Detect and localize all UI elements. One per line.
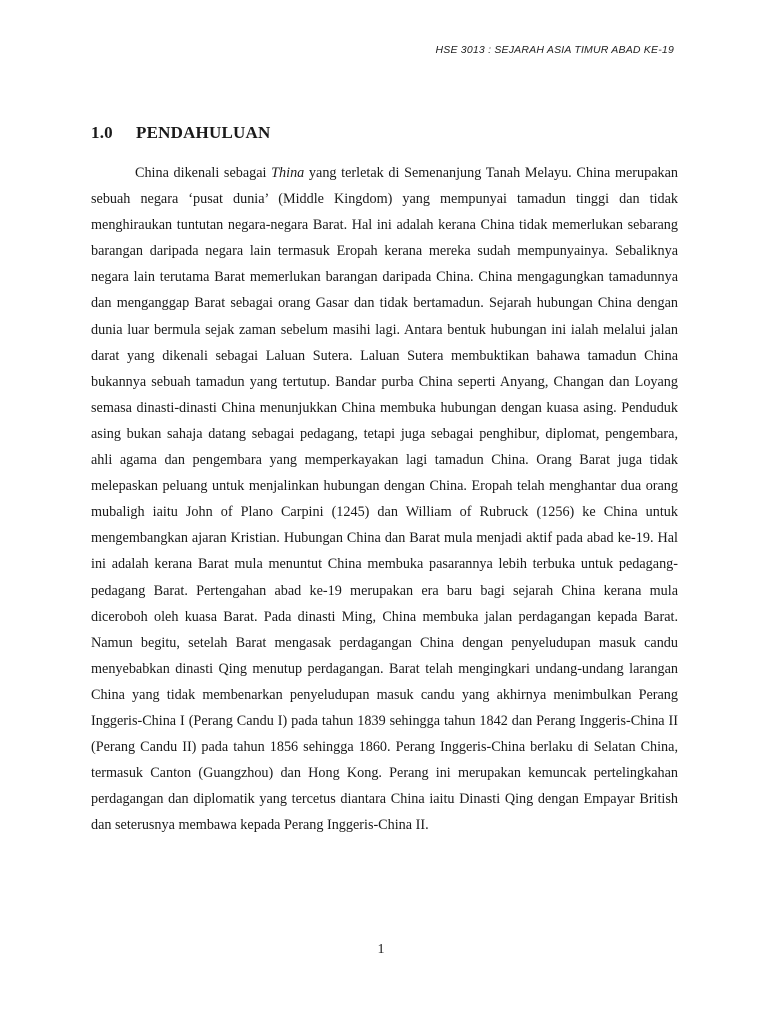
- page-number: 1: [377, 942, 385, 957]
- paragraph-text-rest: yang terletak di Semenanjung Tanah Melayu. China merupakan sebuah negara ‘pusat dunia’ (Middle Kingdom) yang mempunyai tamadun tinggi dan tidak menghiraukan tuntutan negara-negara Barat. Hal ini adalah kerana China tidak memerlukan sebarang barangan daripada negara lain termasuk Eropah kerana mereka sudah mempunyainya. Sebaliknya negara lain terutama Barat memerlukan barangan daripada China. China mengagungkan tamadunnya dan menganggap Barat sebagai orang Gasar dan tidak bertamadun. Sejarah hubungan China dengan dunia luar bermula sejak zaman sebelum masihi lagi. Antara bentuk hubungan ini ialah melalui jalan darat yang dikenali sebagai Laluan Sutera. Laluan Sutera membuktikan bahawa tamadun China bukannya sebuah tamadun yang tertutup. Bandar purba China seperti Anyang, Changan dan Loyang semasa dinasti-dinasti China menunjukkan China membuka hubungan dengan kuasa asing. Penduduk asing bukan sahaja datang sebagai pedagang, tetapi juga sebagai penghibur, diplomat, pengembara, ahli agama dan pengembara yang memperkayakan lagi tamadun China. Orang Barat juga tidak melepaskan peluang untuk menjalinkan hubungan dengan China. Eropah telah menghantar dua orang mubaligh iaitu John of Plano Carpini (1245) dan William of Rubruck (1256) ke China untuk mengembangkan ajaran Kristian. Hubungan China dan Barat mula menjadi aktif pada abad ke-19. Hal ini adalah kerana Barat mula menuntut China membuka pasarannya lebih terbuka untuk pedagang-pedagang Barat. Pertengahan abad ke-19 merupakan era baru bagi sejarah China kerana mula diceroboh oleh kuasa Barat. Pada dinasti Ming, China membuka jalan perdagangan kepada Barat. Namun begitu, setelah Barat mengasak perdagangan China dengan penyeludupan masuk candu menyebabkan dinasti Qing menutup perdagangan. Barat telah mengingkari undang-undang larangan China yang tidak membenarkan penyeludupan masuk candu yang akhirnya menimbulkan Perang Inggeris-China I (Perang Candu I) pada tahun 1839 sehingga tahun 1842 dan Perang Inggeris-China II (Perang Candu II) pada tahun 1856 sehingga 1860. Perang Inggeris-China berlaku di Selatan China, termasuk Canton (Guangzhou) dan Hong Kong. Perang ini merupakan kemuncak pertelingkahan perdagangan dan diplomatik yang tercetus diantara China iaitu Dinasti Qing dengan Empayar British dan seterusnya membawa kepada Perang Inggeris-China II.: [91, 165, 678, 834]
- paragraph-text-start: China dikenali sebagai: [135, 165, 272, 181]
- section-title: PENDAHULUAN: [136, 123, 271, 142]
- section-heading: [91, 123, 270, 143]
- running-header: HSE 3013 : SEJARAH ASIA TIMUR ABAD KE-19: [435, 44, 674, 56]
- section-number: 1.0: [91, 123, 113, 142]
- body-paragraph: [91, 160, 678, 838]
- paragraph-emphasis: Thina: [271, 165, 305, 181]
